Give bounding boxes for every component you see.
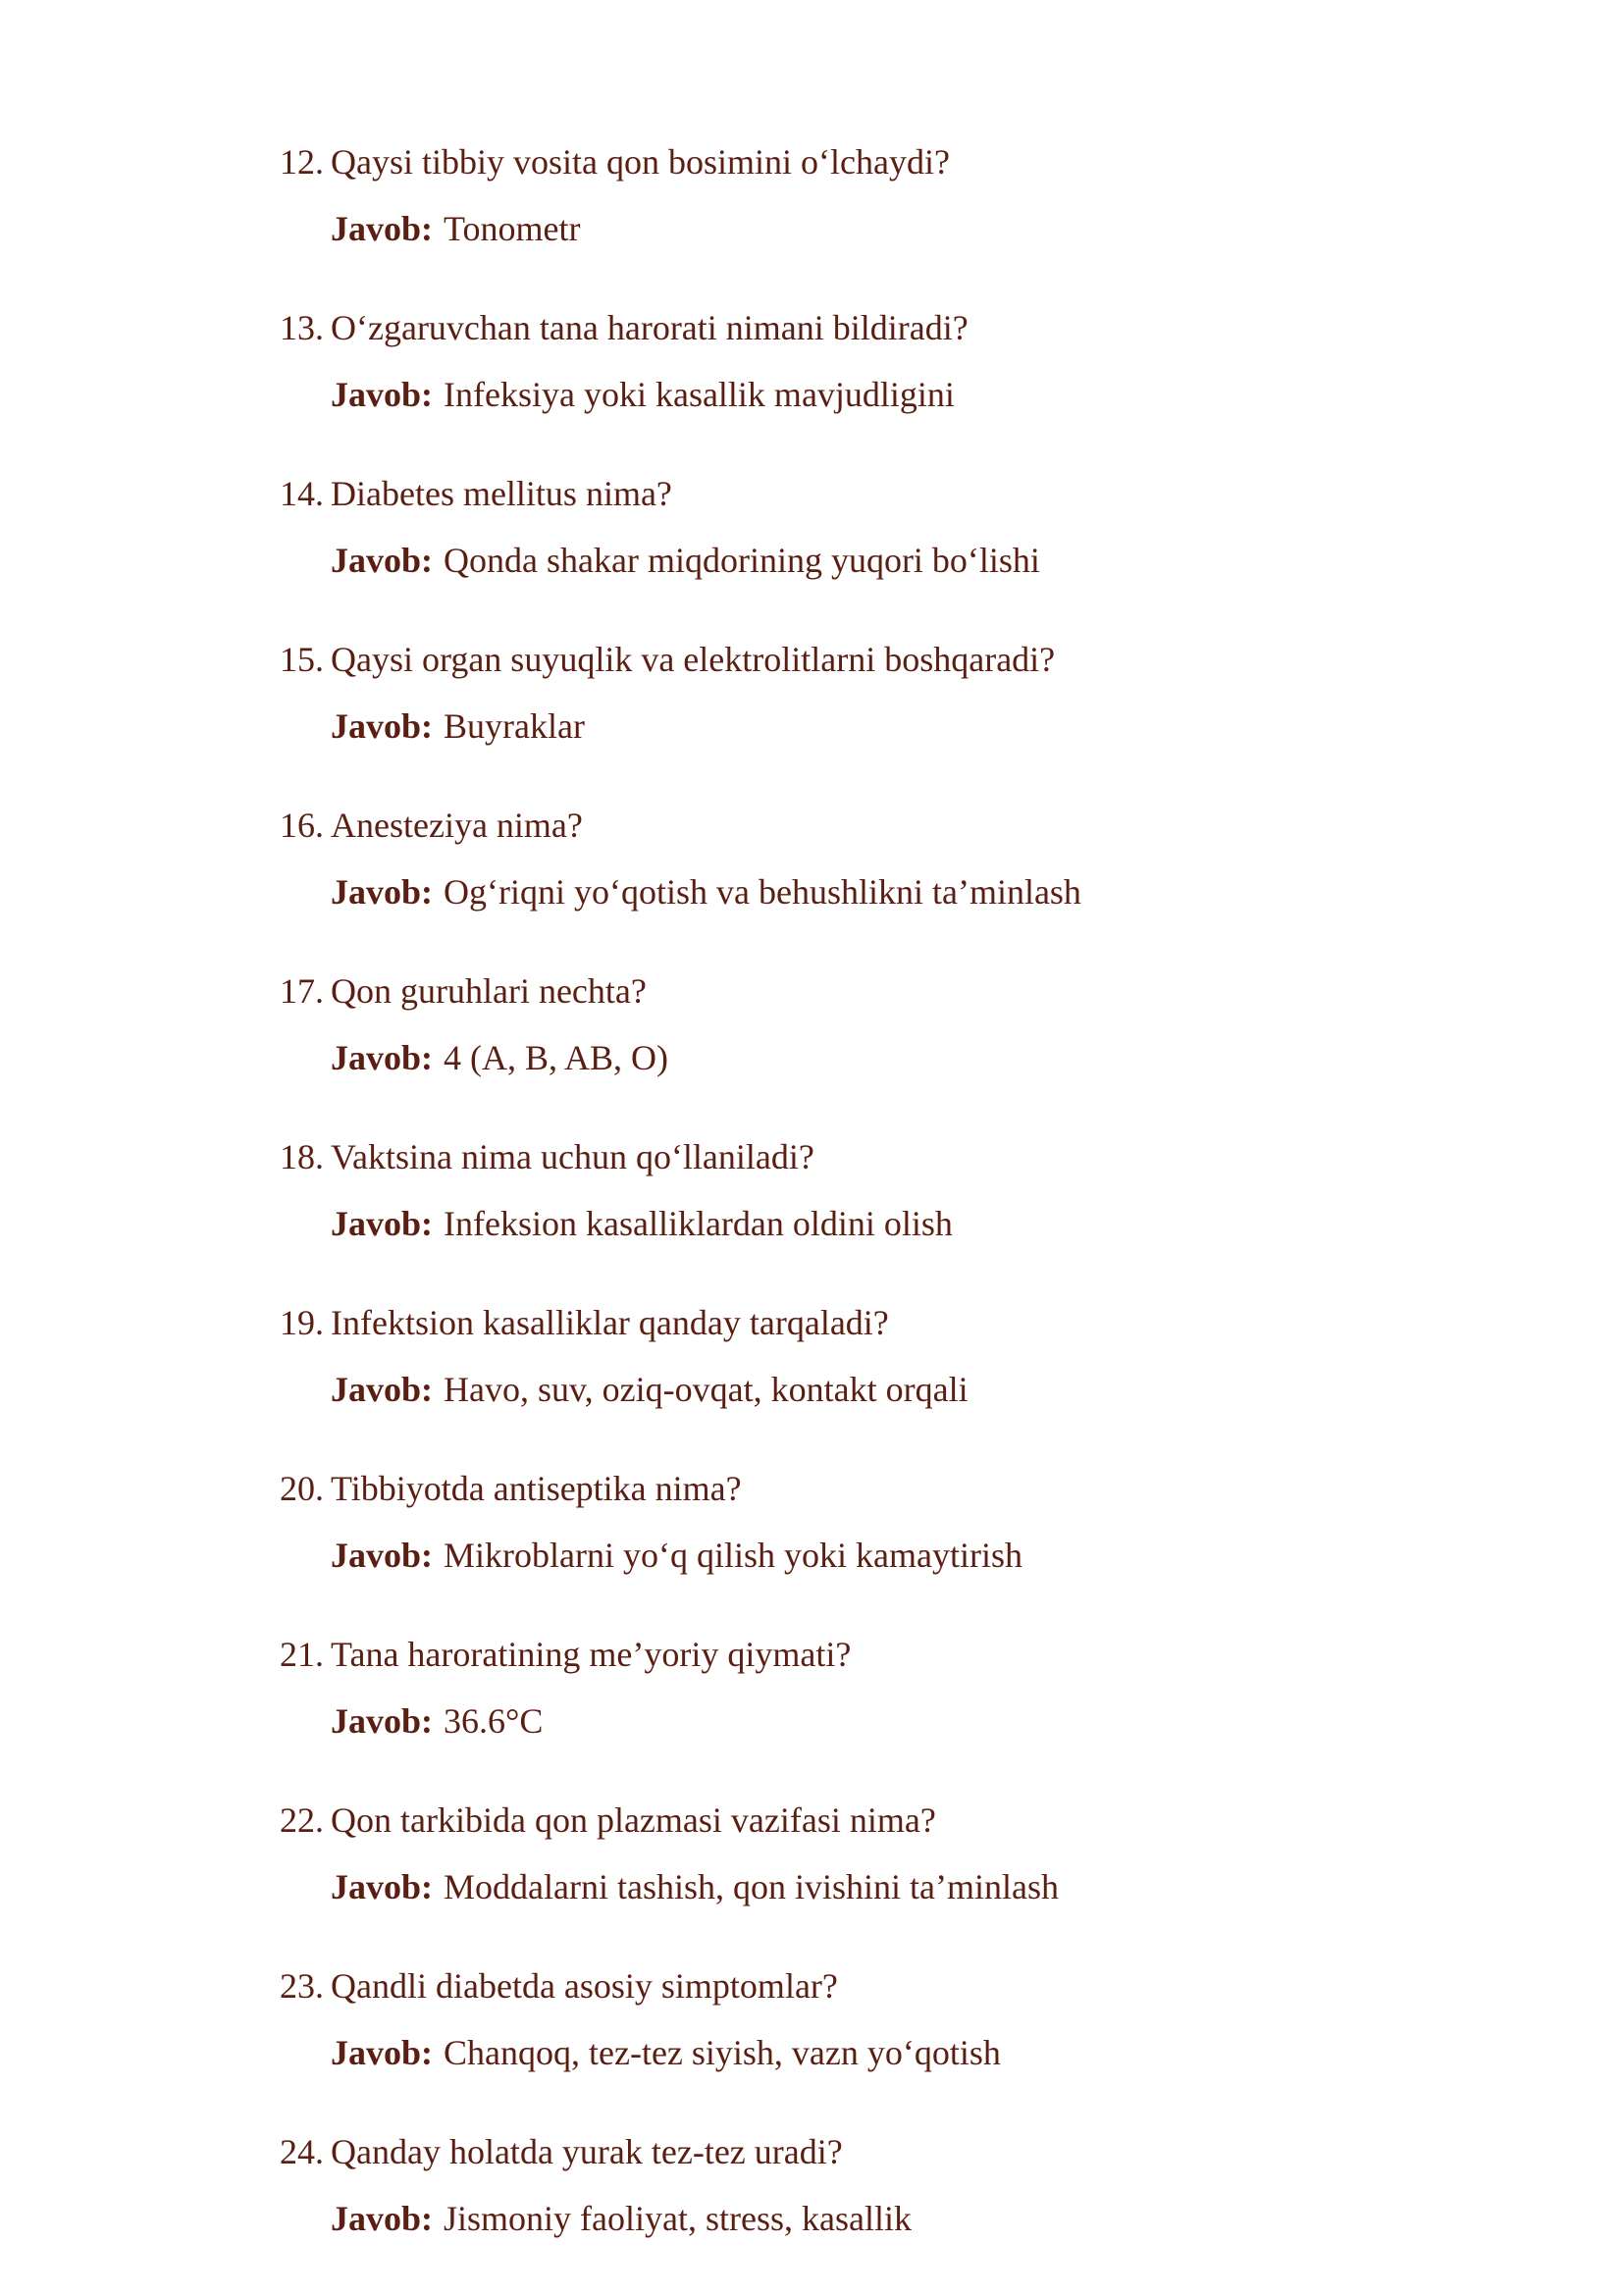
question-number: 15. [280,640,324,679]
answer-line [331,2194,912,2243]
question-item [280,966,1457,1132]
answer-text: Moddalarni tashish, qon ivishini ta’minlash [444,1867,1059,1906]
question-text: Qon tarkibida qon plazmasi vazifasi nima? [331,1800,936,1840]
answer-text: Chanqoq, tez-tez siyish, vazn yoʻqotish [444,2033,1001,2072]
question-line [280,1298,889,1347]
answer-label: Javob: [331,375,434,414]
answer-line [331,2028,1001,2077]
answer-label: Javob: [331,2033,434,2072]
question-item [280,1132,1457,1298]
answer-text: Havo, suv, oziq-ovqat, kontakt orqali [444,1370,969,1409]
question-item [280,469,1457,635]
question-text: Anesteziya nima? [331,806,583,845]
answer-line [331,867,1081,916]
question-item [280,1961,1457,2127]
question-line [280,635,1055,684]
question-item [280,1298,1457,1464]
answer-text: Tonometr [444,209,581,248]
answer-line [331,1365,969,1414]
question-number: 19. [280,1303,324,1342]
question-line [280,137,950,186]
answer-label: Javob: [331,209,434,248]
question-list [280,137,1457,2293]
answer-label: Javob: [331,1038,434,1077]
answer-text: Mikroblarni yoʻq qilish yoki kamaytirish [444,1536,1022,1575]
question-number: 16. [280,806,324,845]
question-item [280,137,1457,303]
question-text: Qon guruhlari nechta? [331,971,647,1011]
question-line [280,1796,936,1845]
answer-text: Buyraklar [444,706,585,746]
answer-line [331,1862,1059,1911]
question-number: 14. [280,474,324,513]
question-line [280,469,672,518]
question-line [280,801,583,850]
question-item [280,801,1457,966]
question-number: 18. [280,1137,324,1176]
answer-line [331,702,585,751]
question-text: Tibbiyotda antiseptika nima? [331,1469,742,1508]
answer-label: Javob: [331,1867,434,1906]
question-line [280,1132,814,1181]
answer-line [331,1696,543,1746]
answer-label: Javob: [331,1204,434,1243]
question-text: Qaysi tibbiy vosita qon bosimini oʻlchaydi? [331,142,950,182]
answer-label: Javob: [331,541,434,580]
question-item [280,2127,1457,2293]
question-number: 21. [280,1635,324,1674]
question-item [280,303,1457,469]
question-text: Infektsion kasalliklar qanday tarqaladi? [331,1303,889,1342]
question-line [280,1464,742,1513]
answer-line [331,204,580,253]
question-number: 22. [280,1800,324,1840]
question-number: 20. [280,1469,324,1508]
question-item [280,1464,1457,1630]
question-text: Qandli diabetda asosiy simptomlar? [331,1966,838,2006]
answer-text: Ogʻriqni yoʻqotish va behushlikni ta’minlash [444,872,1081,912]
answer-text: Infeksion kasalliklardan oldini olish [444,1204,953,1243]
question-number: 24. [280,2132,324,2171]
question-number: 12. [280,142,324,182]
question-text: Tana haroratining me’yoriy qiymati? [331,1635,852,1674]
answer-text: 4 (A, B, AB, O) [444,1038,669,1077]
answer-text: 36.6°C [444,1701,544,1741]
question-item [280,1796,1457,1961]
question-text: Oʻzgaruvchan tana harorati nimani bildiradi? [331,308,969,347]
answer-label: Javob: [331,2199,434,2238]
answer-line [331,1199,953,1248]
answer-line [331,1033,668,1082]
answer-text: Jismoniy faoliyat, stress, kasallik [444,2199,912,2238]
question-line [280,303,969,352]
question-line [280,1961,838,2010]
answer-line [331,370,955,419]
answer-text: Infeksiya yoki kasallik mavjudligini [444,375,955,414]
question-item [280,1630,1457,1796]
question-number: 13. [280,308,324,347]
answer-label: Javob: [331,872,434,912]
answer-label: Javob: [331,1701,434,1741]
answer-label: Javob: [331,706,434,746]
question-line [280,2127,843,2176]
question-line [280,1630,851,1679]
answer-label: Javob: [331,1536,434,1575]
question-text: Qaysi organ suyuqlik va elektrolitlarni boshqaradi? [331,640,1056,679]
answer-line [331,1531,1022,1580]
question-text: Qanday holatda yurak tez-tez uradi? [331,2132,843,2171]
question-number: 17. [280,971,324,1011]
question-line [280,966,647,1016]
answer-line [331,536,1040,585]
question-text: Diabetes mellitus nima? [331,474,672,513]
answer-text: Qonda shakar miqdorining yuqori boʻlishi [444,541,1040,580]
question-number: 23. [280,1966,324,2006]
question-text: Vaktsina nima uchun qoʻllaniladi? [331,1137,814,1176]
question-item [280,635,1457,801]
answer-label: Javob: [331,1370,434,1409]
